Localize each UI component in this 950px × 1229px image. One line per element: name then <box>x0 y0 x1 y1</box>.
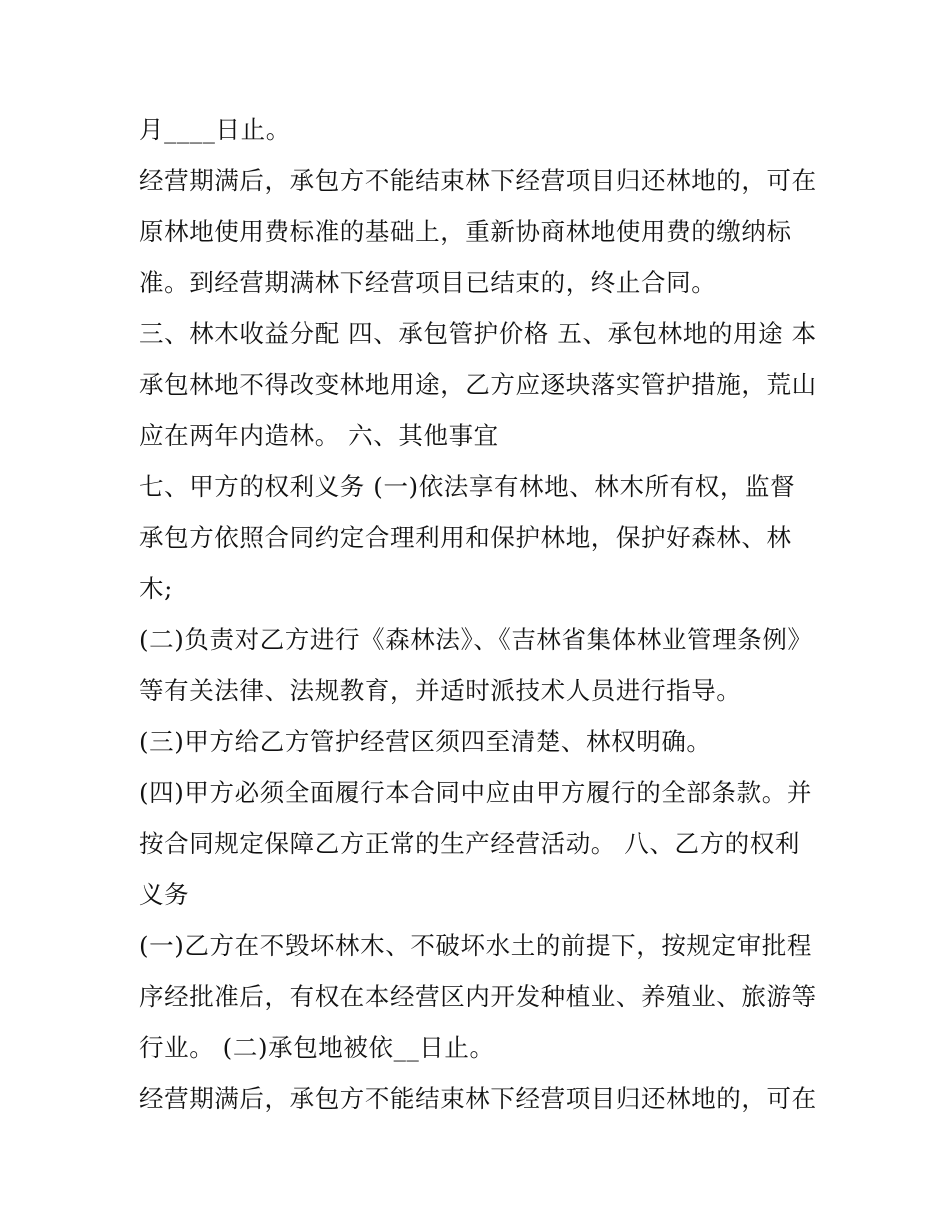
paragraph-end-date: 月____日止。 <box>139 115 291 144</box>
document-body <box>139 104 819 1124</box>
paragraph-party-a-item-2: (二)负责对乙方进行《森林法》、《吉林省集体林业管理条例》等有关法律、法规教育，并适时派技术人员进行指导。 <box>139 625 813 705</box>
paragraph-party-a-item-3: (三)甲方给乙方管护经营区须四至清楚、林权明确。 <box>139 727 712 756</box>
paragraph-expiry-terms-repeat: 经营期满后，承包方不能结束林下经营项目归还林地的，可在 <box>139 1084 817 1113</box>
paragraph-sections-3-6: 三、林木收益分配 四、承包管护价格 五、承包林地的用途 本承包林地不得改变林地用途，乙方应逐块落实管护措施，荒山应在两年内造林。 六、其他事宜 <box>139 319 817 450</box>
paragraph-party-a-rights: 七、甲方的权利义务 (一)依法享有林地、林木所有权，监督承包方依照合同约定合理利用和保护林地，保护好森林、林木; <box>139 472 796 603</box>
paragraph-party-a-item-4: (四)甲方必须全面履行本合同中应由甲方履行的全部条款。并按合同规定保障乙方正常的生产经营活动。 八、乙方的权利义务 <box>139 778 812 909</box>
paragraph-party-b-item-1: (一)乙方在不毁坏林木、不破坏水土的前提下，按规定审批程序经批准后，有权在本经营区内开发种植业、养殖业、旅游等行业。 (二)承包地被依__日止。 <box>139 931 817 1062</box>
paragraph-expiry-terms: 经营期满后，承包方不能结束林下经营项目归还林地的，可在原林地使用费标准的基础上，重新协商林地使用费的缴纳标准。到经营期满林下经营项目已结束的，终止合同。 <box>139 166 817 297</box>
